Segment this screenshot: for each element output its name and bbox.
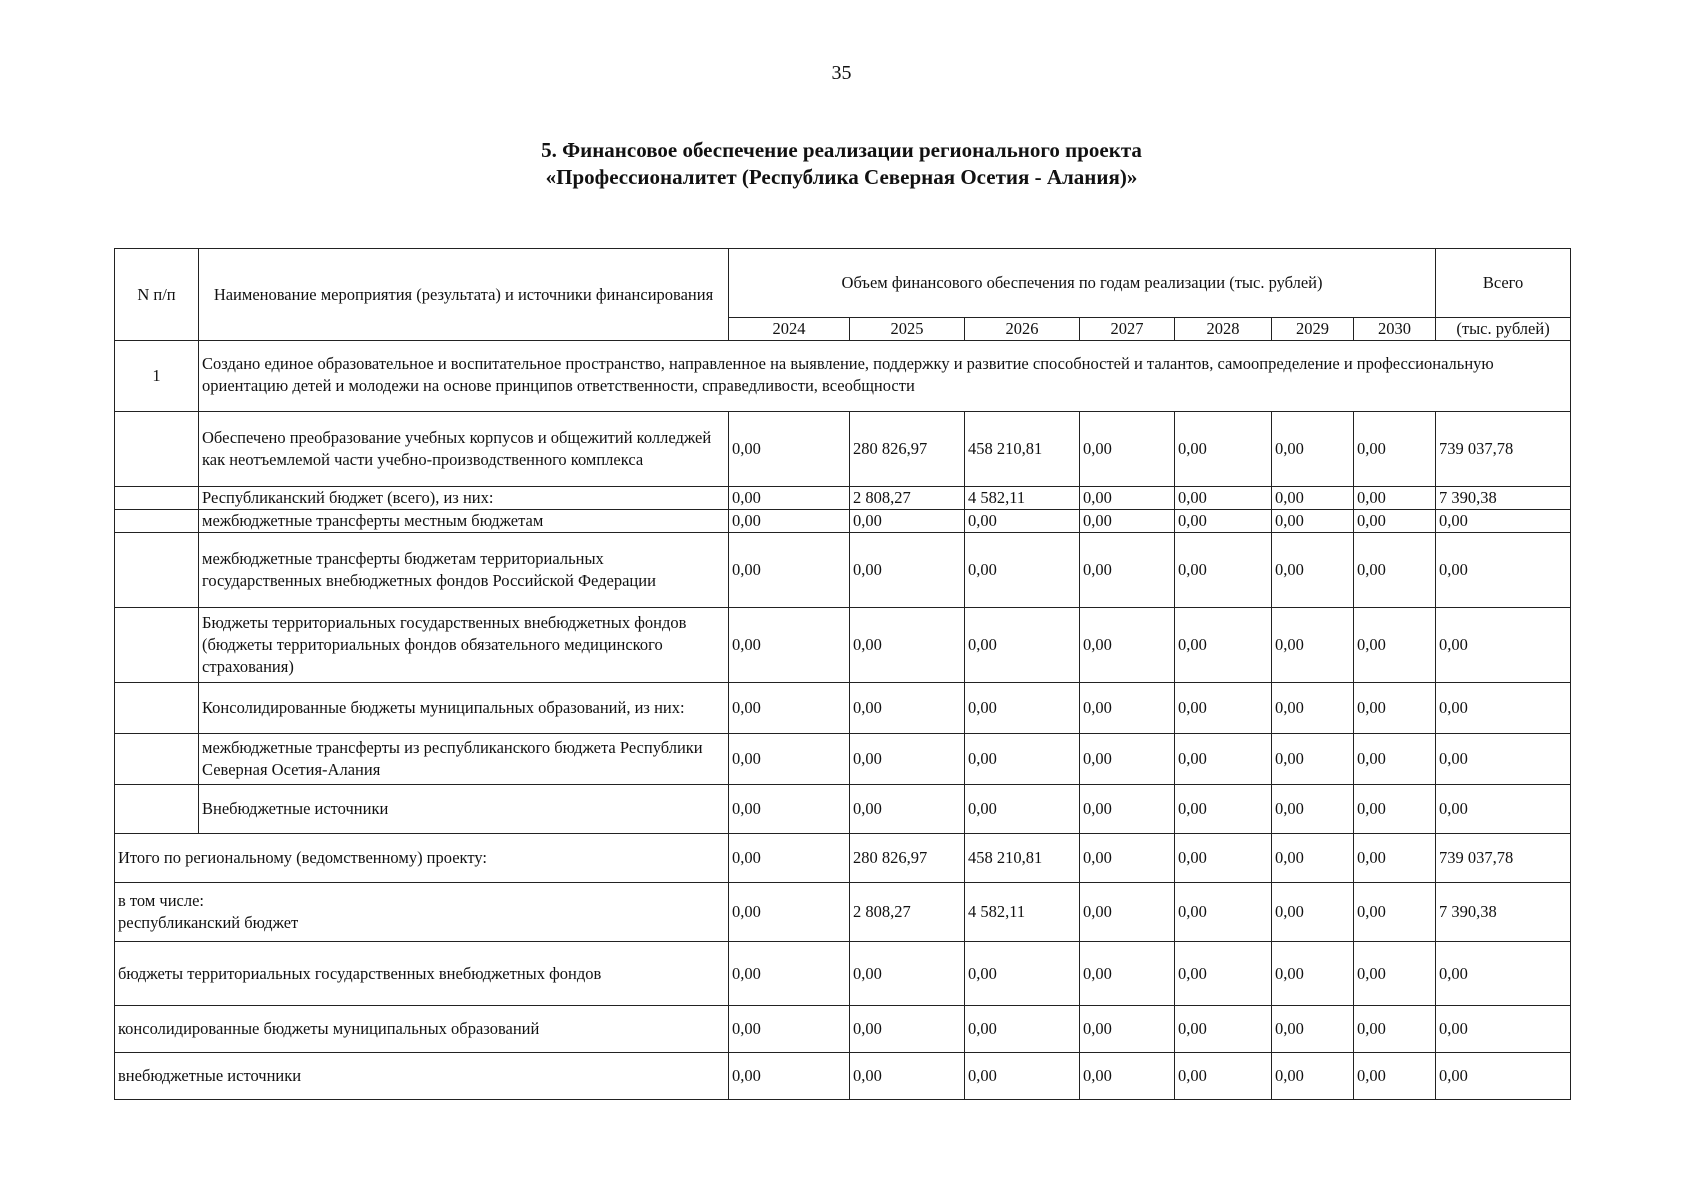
row-total: 0,00 — [1436, 683, 1571, 734]
row-value: 0,00 — [965, 533, 1080, 608]
table-row — [115, 683, 1571, 734]
row-value: 0,00 — [1272, 533, 1354, 608]
summary-label-2: республиканский бюджет — [118, 913, 299, 932]
row-value: 0,00 — [1080, 487, 1175, 510]
row-value: 0,00 — [729, 510, 850, 533]
row-total: 0,00 — [1436, 734, 1571, 785]
summary-label-cell — [115, 883, 729, 942]
row-name: межбюджетные трансферты местным бюджетам — [199, 510, 729, 533]
table-row — [115, 487, 1571, 510]
summary-label-cell — [115, 834, 729, 883]
row-value: 0,00 — [729, 683, 850, 734]
row-value: 0,00 — [850, 533, 965, 608]
header-year: 2025 — [850, 318, 965, 341]
summary-value: 280 826,97 — [850, 834, 965, 883]
summary-value: 0,00 — [1354, 883, 1436, 942]
header-year: 2024 — [729, 318, 850, 341]
summary-value: 0,00 — [965, 942, 1080, 1006]
table-row — [115, 412, 1571, 487]
summary-value: 0,00 — [1272, 942, 1354, 1006]
row-name: Внебюджетные источники — [199, 785, 729, 834]
table-row — [115, 533, 1571, 608]
row-value: 0,00 — [1175, 487, 1272, 510]
row-value: 0,00 — [1175, 734, 1272, 785]
row-total: 0,00 — [1436, 785, 1571, 834]
row-value: 0,00 — [729, 608, 850, 683]
row-value: 0,00 — [1354, 608, 1436, 683]
row-value: 0,00 — [850, 510, 965, 533]
row-value: 0,00 — [1080, 533, 1175, 608]
row-name: межбюджетные трансферты из республиканского бюджета Республики Северная Осетия-Алания — [199, 734, 729, 785]
summary-value: 0,00 — [850, 942, 965, 1006]
table-row — [115, 608, 1571, 683]
row-name: Обеспечено преобразование учебных корпусов и общежитий колледжей как неотъемлемой части учебно-производственного комплекса — [199, 412, 729, 487]
row-value: 0,00 — [1175, 533, 1272, 608]
row-value: 0,00 — [1354, 487, 1436, 510]
row-num-cell — [115, 510, 199, 533]
summary-label-cell — [115, 1006, 729, 1053]
table-row — [115, 785, 1571, 834]
summary-total: 0,00 — [1436, 1053, 1571, 1100]
summary-value: 0,00 — [965, 1006, 1080, 1053]
table-row — [115, 510, 1571, 533]
row-value: 0,00 — [729, 785, 850, 834]
summary-total: 739 037,78 — [1436, 834, 1571, 883]
summary-row — [115, 1053, 1571, 1100]
row-value: 0,00 — [729, 734, 850, 785]
row-name: Республиканский бюджет (всего), из них: — [199, 487, 729, 510]
summary-value: 0,00 — [1080, 834, 1175, 883]
summary-value: 0,00 — [1175, 1006, 1272, 1053]
header-total: Всего — [1436, 249, 1571, 318]
row-value: 280 826,97 — [850, 412, 965, 487]
row-value: 0,00 — [729, 412, 850, 487]
header-total-unit: (тыс. рублей) — [1436, 318, 1571, 341]
summary-value: 0,00 — [850, 1006, 965, 1053]
row-value: 0,00 — [1272, 487, 1354, 510]
summary-value: 4 582,11 — [965, 883, 1080, 942]
summary-value: 0,00 — [1354, 1006, 1436, 1053]
row-value: 2 808,27 — [850, 487, 965, 510]
row-name: Бюджеты территориальных государственных внебюджетных фондов (бюджеты территориальных фондов обязательного медицинского страхования) — [199, 608, 729, 683]
row-value: 0,00 — [1175, 683, 1272, 734]
summary-value: 0,00 — [1354, 1053, 1436, 1100]
summary-value: 458 210,81 — [965, 834, 1080, 883]
row-total: 7 390,38 — [1436, 487, 1571, 510]
row-total: 0,00 — [1436, 533, 1571, 608]
row-num-cell — [115, 412, 199, 487]
summary-value: 0,00 — [729, 1006, 850, 1053]
summary-label: внебюджетные источники — [118, 1066, 302, 1085]
page-title — [0, 137, 1683, 191]
row-total: 0,00 — [1436, 608, 1571, 683]
summary-value: 0,00 — [1175, 883, 1272, 942]
goal-text: Создано единое образовательное и воспитательное пространство, направленное на выявление, поддержку и развитие способностей и талантов, самоопределение и профессиональную ориентацию детей и молодежи на основе принципов ответственности, справедливости, всеобщности — [199, 341, 1571, 412]
row-value: 0,00 — [1354, 734, 1436, 785]
title-line-2: «Профессионалитет (Республика Северная Осетия - Алания)» — [545, 165, 1138, 189]
summary-total: 7 390,38 — [1436, 883, 1571, 942]
financing-table — [114, 248, 1571, 1100]
row-value: 0,00 — [850, 608, 965, 683]
summary-value: 0,00 — [1080, 883, 1175, 942]
row-name: Консолидированные бюджеты муниципальных образований, из них: — [199, 683, 729, 734]
summary-row — [115, 834, 1571, 883]
header-volume: Объем финансового обеспечения по годам реализации (тыс. рублей) — [729, 249, 1436, 318]
row-value: 0,00 — [1354, 683, 1436, 734]
summary-row — [115, 883, 1571, 942]
row-value: 0,00 — [1080, 412, 1175, 487]
summary-value: 0,00 — [729, 834, 850, 883]
header-year: 2028 — [1175, 318, 1272, 341]
summary-value: 0,00 — [1354, 942, 1436, 1006]
row-value: 0,00 — [1272, 412, 1354, 487]
summary-value: 0,00 — [1175, 834, 1272, 883]
row-value: 0,00 — [1175, 510, 1272, 533]
row-num-cell — [115, 608, 199, 683]
goal-num: 1 — [115, 341, 199, 412]
summary-value: 0,00 — [729, 883, 850, 942]
summary-label: Итого по региональному (ведомственному) проекту: — [118, 848, 487, 867]
summary-value: 0,00 — [1272, 1053, 1354, 1100]
row-value: 4 582,11 — [965, 487, 1080, 510]
row-value: 458 210,81 — [965, 412, 1080, 487]
summary-value: 0,00 — [1272, 883, 1354, 942]
summary-value: 0,00 — [1080, 942, 1175, 1006]
row-value: 0,00 — [1080, 683, 1175, 734]
title-line-1: 5. Финансовое обеспечение реализации регионального проекта — [541, 138, 1142, 162]
row-value: 0,00 — [850, 734, 965, 785]
row-value: 0,00 — [1080, 608, 1175, 683]
row-total: 0,00 — [1436, 510, 1571, 533]
header-year: 2027 — [1080, 318, 1175, 341]
row-value: 0,00 — [965, 785, 1080, 834]
row-value: 0,00 — [850, 683, 965, 734]
summary-value: 0,00 — [1354, 834, 1436, 883]
summary-label: в том числе: — [118, 891, 205, 910]
row-value: 0,00 — [1272, 608, 1354, 683]
row-value: 0,00 — [1272, 683, 1354, 734]
summary-value: 0,00 — [1080, 1006, 1175, 1053]
summary-total: 0,00 — [1436, 942, 1571, 1006]
row-total: 739 037,78 — [1436, 412, 1571, 487]
summary-label: бюджеты территориальных государственных внебюджетных фондов — [118, 963, 602, 983]
summary-value: 0,00 — [1175, 942, 1272, 1006]
summary-label-cell — [115, 942, 729, 1006]
goal-row — [115, 341, 1571, 412]
row-value: 0,00 — [1272, 510, 1354, 533]
summary-value: 0,00 — [1272, 1006, 1354, 1053]
header-num: N п/п — [115, 249, 199, 341]
row-value: 0,00 — [1175, 608, 1272, 683]
page-number: 35 — [831, 62, 852, 84]
row-value: 0,00 — [850, 785, 965, 834]
row-num-cell — [115, 785, 199, 834]
row-value: 0,00 — [1080, 785, 1175, 834]
summary-value: 0,00 — [1080, 1053, 1175, 1100]
row-value: 0,00 — [1175, 412, 1272, 487]
row-value: 0,00 — [1272, 785, 1354, 834]
summary-total: 0,00 — [1436, 1006, 1571, 1053]
summary-value: 0,00 — [1175, 1053, 1272, 1100]
row-value: 0,00 — [1354, 533, 1436, 608]
row-value: 0,00 — [1080, 734, 1175, 785]
row-value: 0,00 — [1354, 412, 1436, 487]
header-year: 2030 — [1354, 318, 1436, 341]
header-year: 2026 — [965, 318, 1080, 341]
row-value: 0,00 — [965, 734, 1080, 785]
row-num-cell — [115, 533, 199, 608]
row-value: 0,00 — [965, 510, 1080, 533]
summary-row — [115, 942, 1571, 1006]
row-value: 0,00 — [1175, 785, 1272, 834]
summary-value: 0,00 — [965, 1053, 1080, 1100]
summary-value: 2 808,27 — [850, 883, 965, 942]
row-value: 0,00 — [965, 683, 1080, 734]
row-num-cell — [115, 487, 199, 510]
row-num-cell — [115, 683, 199, 734]
row-num-cell — [115, 734, 199, 785]
summary-value: 0,00 — [729, 942, 850, 1006]
summary-value: 0,00 — [850, 1053, 965, 1100]
row-value: 0,00 — [729, 487, 850, 510]
row-value: 0,00 — [965, 608, 1080, 683]
summary-label: консолидированные бюджеты муниципальных образований — [118, 1019, 540, 1038]
summary-value: 0,00 — [729, 1053, 850, 1100]
header-name: Наименование мероприятия (результата) и источники финансирования — [199, 249, 729, 341]
row-value: 0,00 — [729, 533, 850, 608]
summary-row — [115, 1006, 1571, 1053]
summary-label-cell — [115, 1053, 729, 1100]
row-name: межбюджетные трансферты бюджетам территориальных государственных внебюджетных фондов Российской Федерации — [199, 533, 729, 608]
header-year: 2029 — [1272, 318, 1354, 341]
summary-value: 0,00 — [1272, 834, 1354, 883]
table-row — [115, 734, 1571, 785]
row-value: 0,00 — [1354, 785, 1436, 834]
row-value: 0,00 — [1272, 734, 1354, 785]
row-value: 0,00 — [1080, 510, 1175, 533]
row-value: 0,00 — [1354, 510, 1436, 533]
